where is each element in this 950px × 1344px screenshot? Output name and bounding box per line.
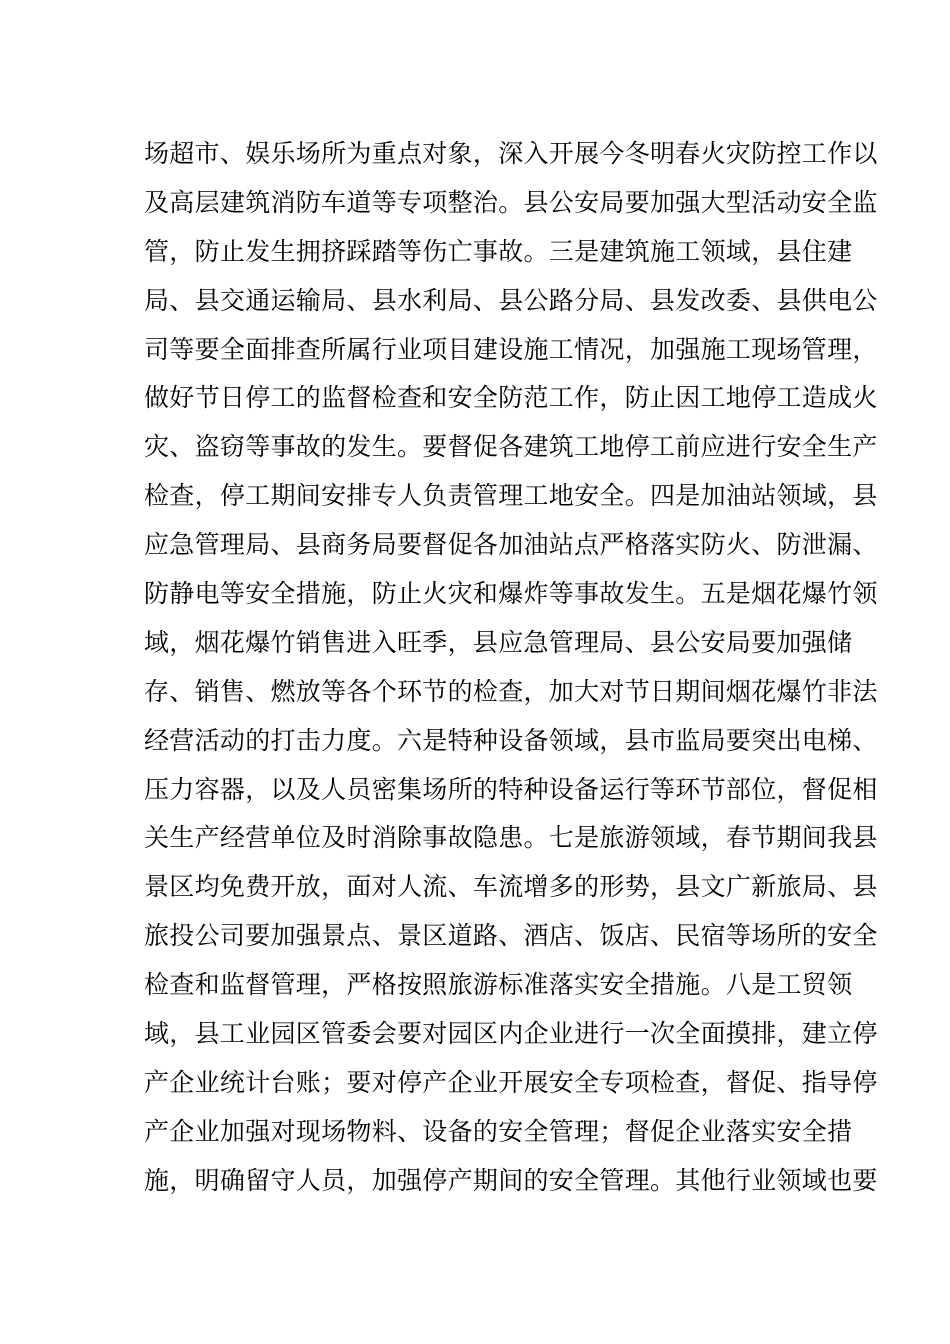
text-line: 施，明确留守人员，加强停产期间的安全管理。其他行业领域也要 <box>144 1165 878 1195</box>
text-line: 检查，停工期间安排专人负责管理工地安全。四是加油站领域，县 <box>144 481 878 511</box>
text-line: 灾、盗窃等事故的发生。要督促各建筑工地停工前应进行安全生产 <box>144 432 878 462</box>
text-line: 做好节日停工的监督检查和安全防范工作，防止因工地停工造成火 <box>144 383 878 413</box>
text-line: 局、县交通运输局、县水利局、县公路分局、县发改委、县供电公 <box>144 285 878 315</box>
text-line: 管，防止发生拥挤踩踏等伤亡事故。三是建筑施工领域，县住建 <box>144 236 853 266</box>
text-line: 压力容器，以及人员密集场所的特种设备运行等环节部位，督促相 <box>144 774 878 804</box>
text-line: 域，县工业园区管委会要对园区内企业进行一次全面摸排，建立停 <box>144 1019 878 1049</box>
text-line: 经营活动的打击力度。六是特种设备领域，县市监局要突出电梯、 <box>144 725 878 755</box>
text-line: 景区均免费开放，面对人流、车流增多的形势，县文广新旅局、县 <box>144 872 878 902</box>
text-line: 域，烟花爆竹销售进入旺季，县应急管理局、县公安局要加强储 <box>144 627 853 657</box>
text-line: 场超市、娱乐场所为重点对象，深入开展今冬明春火灾防控工作以 <box>144 139 878 168</box>
text-line: 及高层建筑消防车道等专项整治。县公安局要加强大型活动安全监 <box>144 187 878 217</box>
text-line: 关生产经营单位及时消除事故隐患。七是旅游领域，春节期间我县 <box>144 823 878 853</box>
text-line: 应急管理局、县商务局要督促各加油站点严格落实防火、防泄漏、 <box>144 530 878 560</box>
text-line: 产企业加强对现场物料、设备的安全管理；督促企业落实安全措 <box>144 1116 853 1146</box>
text-line: 司等要全面排查所属行业项目建设施工情况，加强施工现场管理， <box>144 334 878 364</box>
text-line: 旅投公司要加强景点、景区道路、酒店、饭店、民宿等场所的安全 <box>144 921 878 951</box>
text-line: 产企业统计台账；要对停产企业开展安全专项检查，督促、指导停 <box>144 1067 878 1097</box>
body-paragraph <box>144 130 878 1206</box>
text-line: 防静电等安全措施，防止火灾和爆炸等事故发生。五是烟花爆竹领 <box>144 579 878 609</box>
text-line: 存、销售、燃放等各个环节的检查，加大对节日期间烟花爆竹非法 <box>144 676 878 706</box>
text-line: 检查和监督管理，严格按照旅游标准落实安全措施。八是工贸领 <box>144 970 853 1000</box>
